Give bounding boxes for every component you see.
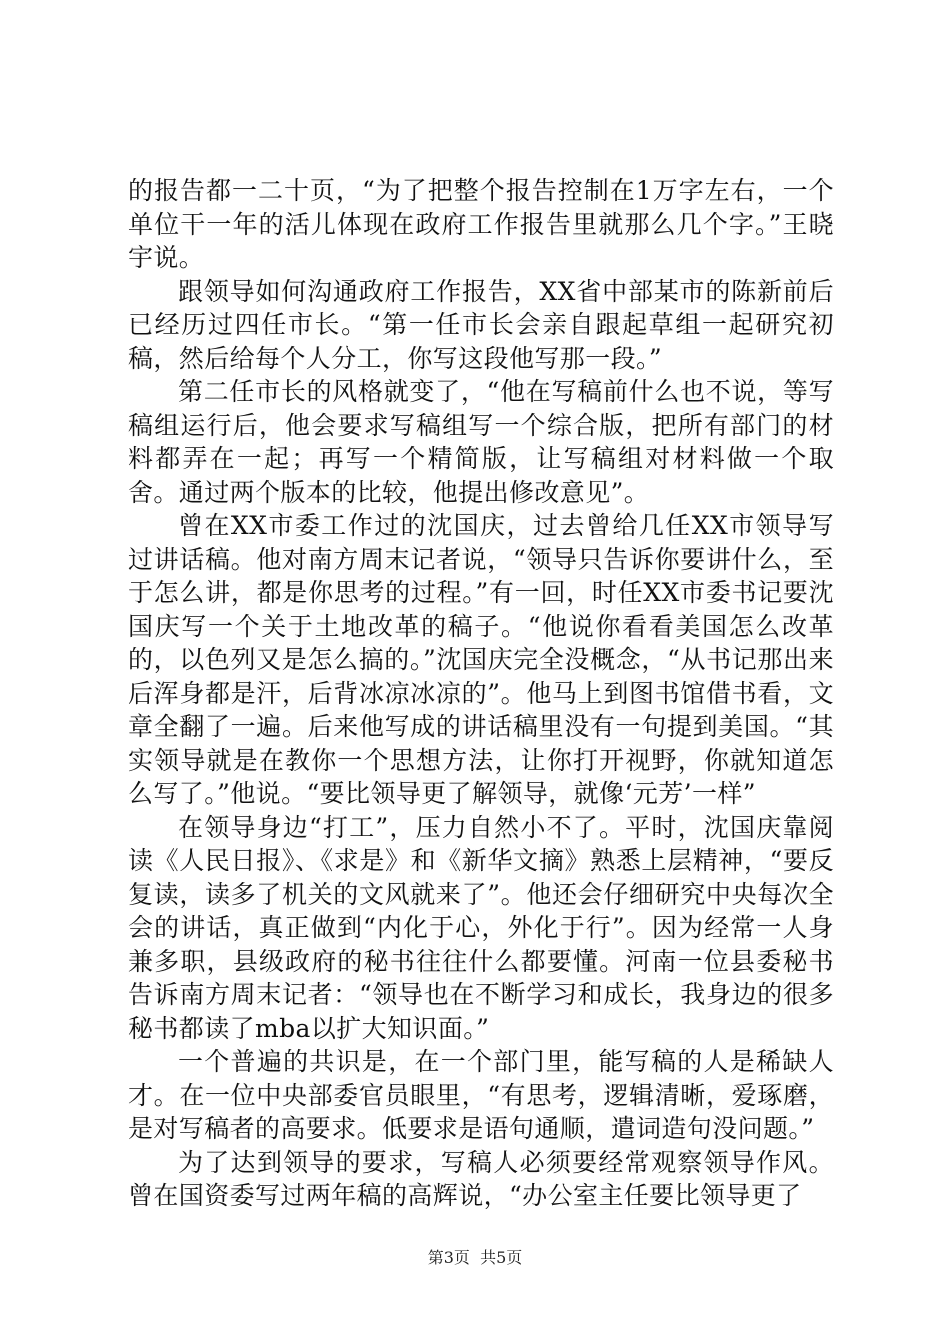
paragraph-2: 跟领导如何沟通政府工作报告，XX省中部某市的陈新前后已经历过四任市长。“第一任市长会亲自跟起草组一起研究初稿，然后给每个人分工，你写这段他写那一段。” xyxy=(128,276,834,373)
paragraph-6: 一个普遍的共识是，在一个部门里，能写稿的人是稀缺人才。在一位中央部委官员眼里，“有思考，逻辑清晰，爱琢磨，是对写稿者的高要求。低要求是语句通顺，遣词造句没问题。” xyxy=(128,1047,834,1143)
paragraph-4: 曾在XX市委工作过的沈国庆，过去曾给几任XX市领导写过讲话稿。他对南方周末记者说，“领导只告诉你要讲什么，至于怎么讲，都是你思考的过程。”有一回，时任XX市委书记要沈国庆写一个关于土地改革的稿子。“他说你看看美国怎么改革的，以色列又是怎么搞的。”沈国庆完全没概念，“从书记那出来后浑身都是汗，后背冰凉冰凉的”。他马上到图书馆借书看，文章全翻了一遍。后来他写成的讲话稿里没有一句提到美国。“其实领导就是在教你一个思想方法，让你打开视野，你就知道怎么写了。”他说。“要比领导更了解领导，就像‘元芳’一样” xyxy=(128,511,834,808)
page-number: 第3页 xyxy=(427,1248,470,1267)
page-footer xyxy=(0,1245,950,1268)
footer-spacer xyxy=(470,1248,480,1267)
paragraph-5: 在领导身边“打工”，压力自然小不了。平时，沈国庆靠阅读《人民日报》、《求是》和《新华文摘》熟悉上层精神，“要反复读，读多了机关的文风就来了”。他还会仔细研究中央每次全会的讲话，真正做到“内化于心，外化于行”。因为经常一人身兼多职，县级政府的秘书往往什么都要懂。河南一位县委秘书告诉南方周末记者：“领导也在不断学习和成长，我身边的很多秘书都读了mba以扩大知识面。” xyxy=(128,812,834,1043)
paragraph-7: 为了达到领导的要求，写稿人必须要经常观察领导作风。曾在国资委写过两年稿的高辉说，“办公室主任要比领导更了 xyxy=(128,1147,834,1210)
paragraph-3: 第二任市长的风格就变了，“他在写稿前什么也不说，等写稿组运行后，他会要求写稿组写一个综合版，把所有部门的材料都弄在一起；再写一个精简版，让写稿组对材料做一个取舍。通过两个版本的比较，他提出修改意见”。 xyxy=(128,377,834,507)
document-body xyxy=(128,174,834,1213)
page-total: 共5页 xyxy=(480,1248,523,1267)
paragraph-1: 的报告都一二十页，“为了把整个报告控制在1万字左右，一个单位干一年的活儿体现在政府工作报告里就那么几个字。”王晓宇说。 xyxy=(128,176,834,272)
